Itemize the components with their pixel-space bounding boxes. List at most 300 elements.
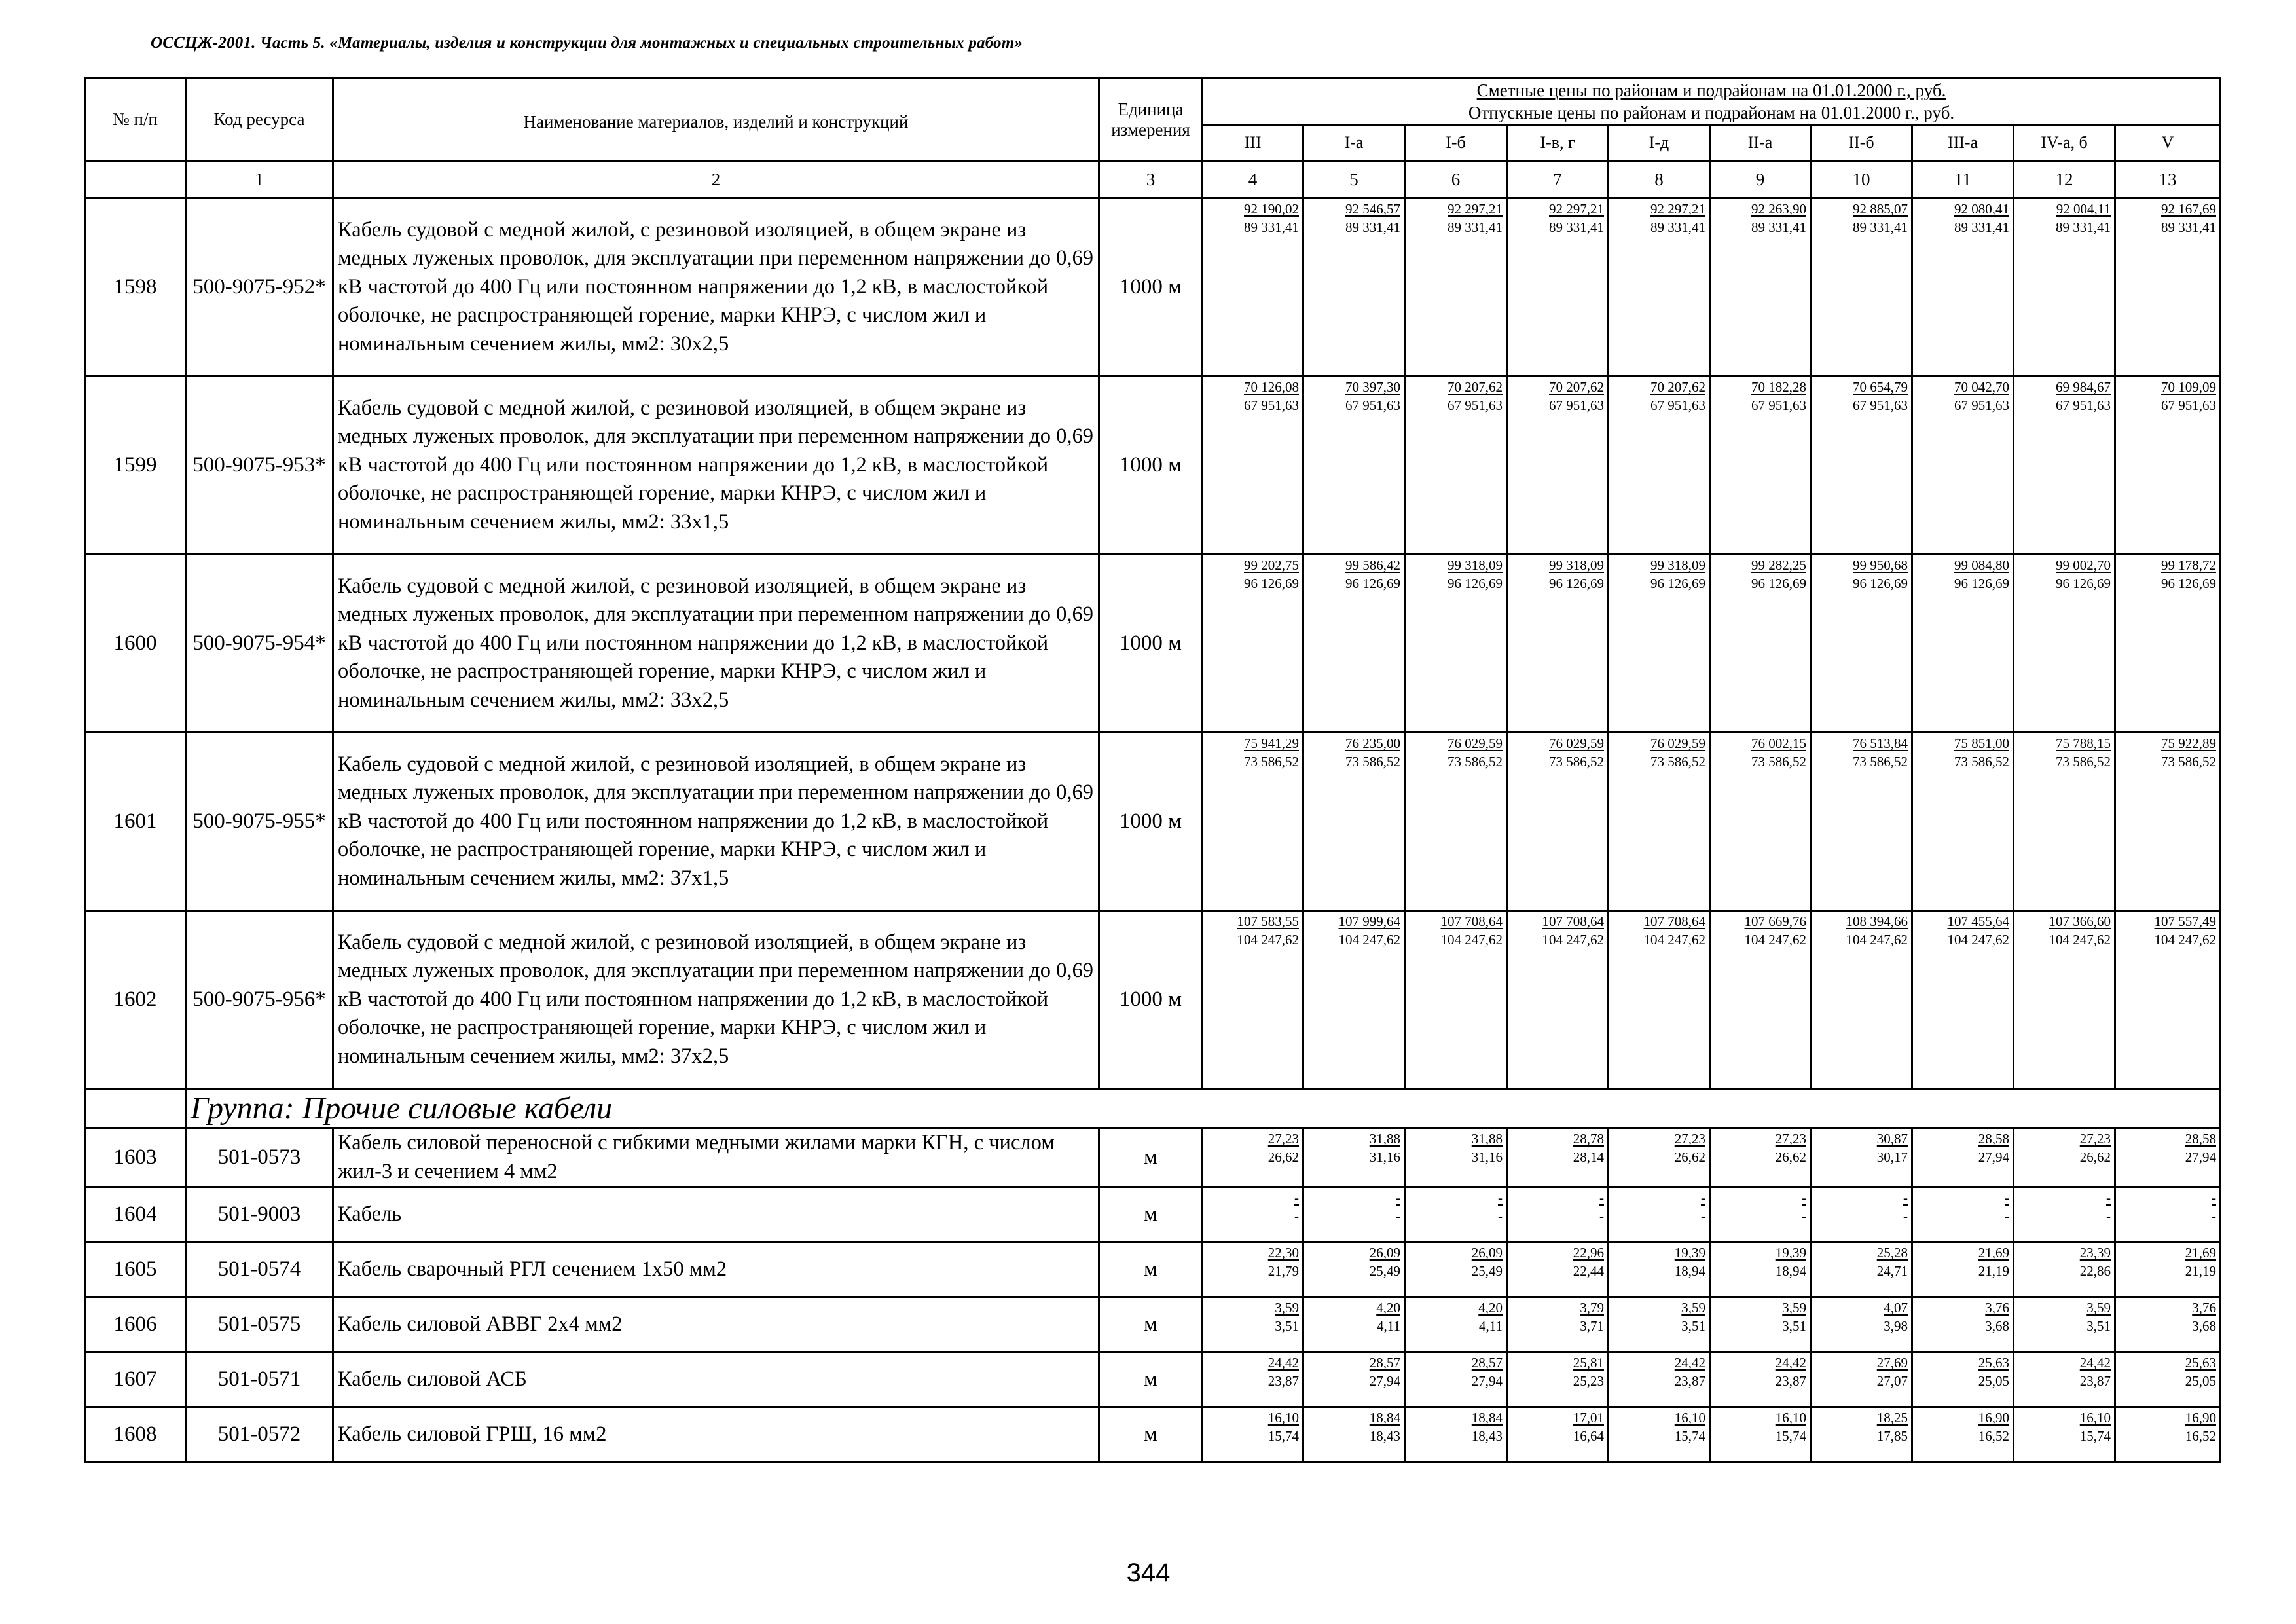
resource-code: 500-9075-954* xyxy=(186,555,333,733)
region-header: IV-а, б xyxy=(2014,125,2115,161)
selling-price: 27,94 xyxy=(2185,1149,2216,1165)
selling-price: 96 126,69 xyxy=(1244,576,1299,591)
estimate-price: 107 583,55 xyxy=(1237,913,1299,929)
price-cell xyxy=(2115,555,2221,733)
price-cell xyxy=(1405,555,1507,733)
estimate-price: 75 851,00 xyxy=(1954,735,2009,751)
row-number: 1603 xyxy=(85,1128,186,1187)
selling-price: 28,14 xyxy=(1573,1149,1604,1165)
price-cell xyxy=(1609,1187,1710,1242)
price-cell xyxy=(1507,911,1609,1089)
column-number: 11 xyxy=(1912,161,2014,198)
page-number: 344 xyxy=(1126,1559,1171,1587)
price-cell xyxy=(1203,377,1303,555)
estimate-price: 3,59 xyxy=(1782,1300,1806,1316)
resource-code: 500-9075-952* xyxy=(186,198,333,377)
selling-price: 96 126,69 xyxy=(2161,576,2216,591)
selling-price: 96 126,69 xyxy=(1954,576,2009,591)
price-cell xyxy=(1203,1187,1303,1242)
column-number: 4 xyxy=(1203,161,1303,198)
estimate-price: 16,10 xyxy=(2079,1410,2111,1426)
selling-price: 26,62 xyxy=(1267,1149,1299,1165)
price-cell xyxy=(1405,377,1507,555)
estimate-price: 92 167,69 xyxy=(2161,201,2216,217)
price-cell xyxy=(1912,1242,2014,1297)
estimate-price: 70 397,30 xyxy=(1345,379,1400,395)
price-cell xyxy=(1303,1242,1405,1297)
selling-price: 89 331,41 xyxy=(1954,219,2009,235)
estimate-price: 27,23 xyxy=(1775,1131,1806,1147)
price-cell xyxy=(2014,1407,2115,1462)
selling-price: 16,52 xyxy=(2185,1428,2216,1445)
selling-price: 18,94 xyxy=(1674,1263,1705,1280)
column-number: 6 xyxy=(1405,161,1507,198)
selling-price: 96 126,69 xyxy=(1549,576,1604,591)
estimate-price: 24,42 xyxy=(2079,1355,2111,1371)
price-cell xyxy=(1811,733,1912,911)
selling-price: 3,51 xyxy=(1681,1318,1705,1335)
selling-price: 67 951,63 xyxy=(2056,397,2111,413)
price-cell xyxy=(1912,198,2014,377)
selling-price: 21,19 xyxy=(1978,1263,2009,1280)
estimate-price: 70 126,08 xyxy=(1244,379,1299,395)
price-cell xyxy=(1912,1128,2014,1187)
estimate-price: 75 941,29 xyxy=(1244,735,1299,751)
price-cell xyxy=(1303,733,1405,911)
selling-price: 96 126,69 xyxy=(1448,576,1503,591)
price-cell xyxy=(2014,733,2115,911)
measure-unit: м xyxy=(1099,1187,1203,1242)
selling-price: 27,94 xyxy=(1978,1149,2009,1165)
price-cell xyxy=(1203,555,1303,733)
estimate-price: 26,09 xyxy=(1471,1245,1503,1261)
estimate-price: 4,20 xyxy=(1478,1300,1503,1316)
selling-price: 26,62 xyxy=(1775,1149,1806,1165)
column-number: 13 xyxy=(2115,161,2221,198)
estimate-price: 99 282,25 xyxy=(1751,557,1806,573)
price-cell xyxy=(2014,911,2115,1089)
price-cell xyxy=(1303,1297,1405,1352)
estimate-price: 92 885,07 xyxy=(1853,201,1908,217)
estimate-price: 3,76 xyxy=(2192,1300,2216,1316)
region-header: I-а xyxy=(1303,125,1405,161)
price-cell xyxy=(1811,377,1912,555)
selling-price: 73 586,52 xyxy=(1751,754,1806,769)
estimate-price: 27,23 xyxy=(2079,1131,2111,1147)
price-cell xyxy=(2115,1242,2221,1297)
column-number: 7 xyxy=(1507,161,1609,198)
selling-price: 104 247,62 xyxy=(1542,932,1604,948)
selling-price: 15,74 xyxy=(2079,1428,2111,1445)
estimate-price: 16,10 xyxy=(1775,1410,1806,1426)
estimate-price: 75 788,15 xyxy=(2056,735,2111,751)
selling-price: 73 586,52 xyxy=(1448,754,1503,769)
selling-price: 73 586,52 xyxy=(1954,754,2009,769)
col-header-unit: Единица измерения xyxy=(1099,79,1203,161)
selling-price: 67 951,63 xyxy=(2161,397,2216,413)
selling-price: 96 126,69 xyxy=(2056,576,2111,591)
estimate-price: - xyxy=(2005,1190,2009,1206)
column-number: 3 xyxy=(1099,161,1203,198)
price-cell xyxy=(2115,1187,2221,1242)
selling-price: 3,51 xyxy=(2086,1318,2111,1335)
estimate-price: 70 207,62 xyxy=(1448,379,1503,395)
estimate-price: 17,01 xyxy=(1573,1410,1604,1426)
estimate-price: 27,69 xyxy=(1876,1355,1908,1371)
selling-price: 67 951,63 xyxy=(1751,397,1806,413)
price-cell xyxy=(1507,1352,1609,1407)
price-cell xyxy=(1303,1352,1405,1407)
col-header-num: № п/п xyxy=(85,79,186,161)
measure-unit: м xyxy=(1099,1128,1203,1187)
price-cell xyxy=(1203,1297,1303,1352)
price-cell xyxy=(1303,198,1405,377)
estimate-price: 107 708,64 xyxy=(1440,913,1503,929)
material-name: Кабель xyxy=(333,1187,1099,1242)
estimate-price: 70 207,62 xyxy=(1549,379,1604,395)
material-name: Кабель судовой с медной жилой, с резиновой изоляцией, в общем экране из медных луженых проволок, для эксплуатации при переменном напряжении до 0,69 кВ частотой до 400 Гц или постоянном напряжении до 1,2 кВ, в маслостойкой оболочке, не распространяющей горение, марки КНРЭ, с числом жил и номинальным сечением жилы, мм2: 37х2,5 xyxy=(333,911,1099,1089)
estimate-price: 22,96 xyxy=(1573,1245,1604,1261)
estimate-price: 31,88 xyxy=(1471,1131,1503,1147)
selling-price: 4,11 xyxy=(1377,1318,1400,1335)
price-cell xyxy=(2115,1297,2221,1352)
estimate-price: 30,87 xyxy=(1876,1131,1908,1147)
price-cell xyxy=(1203,1352,1303,1407)
selling-price: 89 331,41 xyxy=(1751,219,1806,235)
row-number: 1601 xyxy=(85,733,186,911)
region-header: III xyxy=(1203,125,1303,161)
price-cell xyxy=(1303,1128,1405,1187)
estimate-price: 92 080,41 xyxy=(1954,201,2009,217)
estimate-price: 99 178,72 xyxy=(2161,557,2216,573)
estimate-price: 107 708,64 xyxy=(1643,913,1705,929)
price-cell xyxy=(2115,1407,2221,1462)
price-cell xyxy=(1609,1407,1710,1462)
selling-price: 31,16 xyxy=(1369,1149,1400,1165)
price-cell xyxy=(1912,555,2014,733)
price-cell xyxy=(1405,198,1507,377)
selling-price: 15,74 xyxy=(1775,1428,1806,1445)
col-header-selling-prices: Отпускные цены по районам и подрайонам на 01.01.2000 г., руб. xyxy=(1468,103,1955,122)
estimate-price: - xyxy=(1903,1190,1908,1206)
selling-price: 73 586,52 xyxy=(1345,754,1400,769)
price-cell xyxy=(1609,733,1710,911)
price-cell xyxy=(1710,1242,1811,1297)
price-cell xyxy=(1710,1187,1811,1242)
price-cell xyxy=(1405,1187,1507,1242)
group-row-spacer-num xyxy=(85,1089,186,1128)
resource-code: 501-0575 xyxy=(186,1297,333,1352)
region-header: III-а xyxy=(1912,125,2014,161)
estimate-price: - xyxy=(1701,1190,1705,1206)
price-cell xyxy=(1912,377,2014,555)
price-cell xyxy=(2014,1297,2115,1352)
price-cell xyxy=(1609,377,1710,555)
column-number: 5 xyxy=(1303,161,1405,198)
estimate-price: 76 029,59 xyxy=(1650,735,1705,751)
estimate-price: 18,84 xyxy=(1369,1410,1400,1426)
estimate-price: 108 394,66 xyxy=(1846,913,1908,929)
estimate-price: 25,28 xyxy=(1876,1245,1908,1261)
price-cell xyxy=(1609,1297,1710,1352)
price-cell xyxy=(1811,1128,1912,1187)
estimate-price: 28,58 xyxy=(2185,1131,2216,1147)
estimate-price: - xyxy=(2212,1190,2216,1206)
price-cell xyxy=(1507,1297,1609,1352)
column-number-blank xyxy=(85,161,186,198)
selling-price: 21,79 xyxy=(1267,1263,1299,1280)
material-name: Кабель силовой переносной с гибкими медными жилами марки КГН, с числом жил-3 и сечением 4 мм2 xyxy=(333,1128,1099,1187)
selling-price: 104 247,62 xyxy=(2154,932,2216,948)
estimate-price: 24,42 xyxy=(1674,1355,1705,1371)
estimate-price: 70 182,28 xyxy=(1751,379,1806,395)
price-cell xyxy=(1912,911,2014,1089)
selling-price: 67 951,63 xyxy=(1549,397,1604,413)
selling-price: 89 331,41 xyxy=(1853,219,1908,235)
estimate-price: 28,57 xyxy=(1369,1355,1400,1371)
resource-code: 501-0572 xyxy=(186,1407,333,1462)
selling-price: 16,64 xyxy=(1573,1428,1604,1445)
estimate-price: 27,23 xyxy=(1674,1131,1705,1147)
selling-price: 67 951,63 xyxy=(1954,397,2009,413)
estimate-price: 107 455,64 xyxy=(1947,913,2009,929)
estimate-price: 99 950,68 xyxy=(1853,557,1908,573)
selling-price: 16,52 xyxy=(1978,1428,2009,1445)
estimate-price: 70 654,79 xyxy=(1853,379,1908,395)
estimate-price: 18,84 xyxy=(1471,1410,1503,1426)
column-number: 12 xyxy=(2014,161,2115,198)
material-name: Кабель судовой с медной жилой, с резиновой изоляцией, в общем экране из медных луженых проволок, для эксплуатации при переменном напряжении до 0,69 кВ частотой до 400 Гц или постоянном напряжении до 1,2 кВ, в маслостойкой оболочке, не распространяющей горение, марки КНРЭ, с числом жил и номинальным сечением жилы, мм2: 37х1,5 xyxy=(333,733,1099,911)
estimate-price: 25,63 xyxy=(2185,1355,2216,1371)
measure-unit: м xyxy=(1099,1297,1203,1352)
row-number: 1606 xyxy=(85,1297,186,1352)
price-cell xyxy=(1203,1128,1303,1187)
price-cell xyxy=(2115,198,2221,377)
price-cell xyxy=(2014,1242,2115,1297)
estimate-price: 76 029,59 xyxy=(1448,735,1503,751)
estimate-price: 4,20 xyxy=(1376,1300,1400,1316)
table-row xyxy=(85,1128,2221,1187)
selling-price: - xyxy=(1599,1208,1604,1225)
resource-code: 500-9075-955* xyxy=(186,733,333,911)
estimate-price: 24,42 xyxy=(1267,1355,1299,1371)
selling-price: 25,49 xyxy=(1369,1263,1400,1280)
price-cell xyxy=(1609,198,1710,377)
resource-code: 501-9003 xyxy=(186,1187,333,1242)
selling-price: - xyxy=(2106,1208,2111,1225)
price-cell xyxy=(1303,1407,1405,1462)
selling-price: 3,51 xyxy=(1275,1318,1299,1335)
column-number: 10 xyxy=(1811,161,1912,198)
row-number: 1600 xyxy=(85,555,186,733)
selling-price: - xyxy=(1498,1208,1503,1225)
selling-price: 24,71 xyxy=(1876,1263,1908,1280)
column-number: 2 xyxy=(333,161,1099,198)
selling-price: 73 586,52 xyxy=(2161,754,2216,769)
estimate-price: 21,69 xyxy=(2185,1245,2216,1261)
selling-price: 67 951,63 xyxy=(1853,397,1908,413)
selling-price: 104 247,62 xyxy=(1846,932,1908,948)
price-cell xyxy=(1710,377,1811,555)
price-cell xyxy=(2115,1128,2221,1187)
estimate-price: 16,90 xyxy=(2185,1410,2216,1426)
selling-price: 25,23 xyxy=(1573,1373,1604,1390)
price-cell xyxy=(1609,911,1710,1089)
estimate-price: 19,39 xyxy=(1674,1245,1705,1261)
row-number: 1605 xyxy=(85,1242,186,1297)
selling-price: 89 331,41 xyxy=(1448,219,1503,235)
table-row xyxy=(85,377,2221,555)
selling-price: 67 951,63 xyxy=(1244,397,1299,413)
material-name: Кабель судовой с медной жилой, с резиновой изоляцией, в общем экране из медных луженых проволок, для эксплуатации при переменном напряжении до 0,69 кВ частотой до 400 Гц или постоянном напряжении до 1,2 кВ, в маслостойкой оболочке, не распространяющей горение, марки КНРЭ, с числом жил и номинальным сечением жилы, мм2: 30х2,5 xyxy=(333,198,1099,377)
table-row xyxy=(85,1242,2221,1297)
region-header: II-а xyxy=(1710,125,1811,161)
price-cell xyxy=(2014,1352,2115,1407)
estimate-price: 23,39 xyxy=(2079,1245,2111,1261)
price-cell xyxy=(1710,1128,1811,1187)
col-header-estimate-prices: Сметные цены по районам и подрайонам на 01.01.2000 г., руб. xyxy=(1476,81,1946,100)
estimate-price: 19,39 xyxy=(1775,1245,1806,1261)
region-header: I-в, г xyxy=(1507,125,1609,161)
selling-price: - xyxy=(1802,1208,1806,1225)
price-cell xyxy=(1303,377,1405,555)
selling-price: 104 247,62 xyxy=(1744,932,1806,948)
selling-price: 22,86 xyxy=(2079,1263,2111,1280)
region-header: I-б xyxy=(1405,125,1507,161)
price-cell xyxy=(1203,1407,1303,1462)
selling-price: 89 331,41 xyxy=(1345,219,1400,235)
price-table xyxy=(84,77,2221,1463)
measure-unit: м xyxy=(1099,1242,1203,1297)
price-cell xyxy=(1912,1352,2014,1407)
selling-price: 27,94 xyxy=(1369,1373,1400,1390)
estimate-price: 76 513,84 xyxy=(1853,735,1908,751)
selling-price: 4,11 xyxy=(1479,1318,1503,1335)
material-name: Кабель судовой с медной жилой, с резиновой изоляцией, в общем экране из медных луженых проволок, для эксплуатации при переменном напряжении до 0,69 кВ частотой до 400 Гц или постоянном напряжении до 1,2 кВ, в маслостойкой оболочке, не распространяющей горение, марки КНРЭ, с числом жил и номинальным сечением жилы, мм2: 33х1,5 xyxy=(333,377,1099,555)
estimate-price: 25,63 xyxy=(1978,1355,2009,1371)
estimate-price: 76 002,15 xyxy=(1751,735,1806,751)
material-name: Кабель судовой с медной жилой, с резиновой изоляцией, в общем экране из медных луженых проволок, для эксплуатации при переменном напряжении до 0,69 кВ частотой до 400 Гц или постоянном напряжении до 1,2 кВ, в маслостойкой оболочке, не распространяющей горение, марки КНРЭ, с числом жил и номинальным сечением жилы, мм2: 33х2,5 xyxy=(333,555,1099,733)
selling-price: 25,05 xyxy=(2185,1373,2216,1390)
region-header: I-д xyxy=(1609,125,1710,161)
price-cell xyxy=(2014,1128,2115,1187)
estimate-price: 76 029,59 xyxy=(1549,735,1604,751)
selling-price: 104 247,62 xyxy=(2049,932,2111,948)
material-name: Кабель силовой АВВГ 2х4 мм2 xyxy=(333,1297,1099,1352)
estimate-price: 21,69 xyxy=(1978,1245,2009,1261)
selling-price: 73 586,52 xyxy=(1650,754,1705,769)
estimate-price: - xyxy=(1294,1190,1299,1206)
estimate-price: 92 263,90 xyxy=(1751,201,1806,217)
price-cell xyxy=(1710,1407,1811,1462)
estimate-price: 99 002,70 xyxy=(2056,557,2111,573)
estimate-price: 3,59 xyxy=(1275,1300,1299,1316)
price-cell xyxy=(2115,733,2221,911)
region-header: V xyxy=(2115,125,2221,161)
estimate-price: 25,81 xyxy=(1573,1355,1604,1371)
price-cell xyxy=(1303,1187,1405,1242)
selling-price: 23,87 xyxy=(1674,1373,1705,1390)
estimate-price: 99 318,09 xyxy=(1650,557,1705,573)
estimate-price: 107 708,64 xyxy=(1542,913,1604,929)
measure-unit: 1000 м xyxy=(1099,733,1203,911)
price-cell xyxy=(1507,1407,1609,1462)
estimate-price: 99 084,80 xyxy=(1954,557,2009,573)
estimate-price: 27,23 xyxy=(1267,1131,1299,1147)
measure-unit: 1000 м xyxy=(1099,377,1203,555)
price-cell xyxy=(1710,733,1811,911)
estimate-price: - xyxy=(1599,1190,1604,1206)
selling-price: 73 586,52 xyxy=(1853,754,1908,769)
measure-unit: м xyxy=(1099,1407,1203,1462)
selling-price: 89 331,41 xyxy=(2161,219,2216,235)
estimate-price: 107 999,64 xyxy=(1338,913,1400,929)
estimate-price: 3,76 xyxy=(1985,1300,2009,1316)
material-name: Кабель сварочный РГЛ сечением 1х50 мм2 xyxy=(333,1242,1099,1297)
price-cell xyxy=(1507,1187,1609,1242)
resource-code: 500-9075-953* xyxy=(186,377,333,555)
row-number: 1602 xyxy=(85,911,186,1089)
selling-price: 21,19 xyxy=(2185,1263,2216,1280)
price-cell xyxy=(1203,1242,1303,1297)
price-cell xyxy=(1405,911,1507,1089)
price-cell xyxy=(1303,911,1405,1089)
measure-unit: м xyxy=(1099,1352,1203,1407)
estimate-price: 16,10 xyxy=(1267,1410,1299,1426)
estimate-price: 16,90 xyxy=(1978,1410,2009,1426)
table-row xyxy=(85,1407,2221,1462)
selling-price: 25,49 xyxy=(1471,1263,1503,1280)
selling-price: 89 331,41 xyxy=(1244,219,1299,235)
selling-price: 18,43 xyxy=(1471,1428,1503,1445)
estimate-price: 76 235,00 xyxy=(1345,735,1400,751)
selling-price: 73 586,52 xyxy=(2056,754,2111,769)
price-cell xyxy=(1405,1128,1507,1187)
price-cell xyxy=(1405,1242,1507,1297)
selling-price: 73 586,52 xyxy=(1549,754,1604,769)
selling-price: 3,51 xyxy=(1782,1318,1806,1335)
selling-price: - xyxy=(1396,1208,1400,1225)
price-cell xyxy=(1405,733,1507,911)
selling-price: - xyxy=(1701,1208,1705,1225)
table-row xyxy=(85,1352,2221,1407)
price-cell xyxy=(2115,1352,2221,1407)
estimate-price: 4,07 xyxy=(1884,1300,1908,1316)
selling-price: 22,44 xyxy=(1573,1263,1604,1280)
price-cell xyxy=(1303,555,1405,733)
resource-code: 501-0574 xyxy=(186,1242,333,1297)
estimate-price: 28,58 xyxy=(1978,1131,2009,1147)
table-row xyxy=(85,198,2221,377)
estimate-price: 70 042,70 xyxy=(1954,379,2009,395)
estimate-price: 26,09 xyxy=(1369,1245,1400,1261)
column-number: 1 xyxy=(186,161,333,198)
selling-price: 96 126,69 xyxy=(1345,576,1400,591)
selling-price: 17,85 xyxy=(1876,1428,1908,1445)
price-cell xyxy=(1710,555,1811,733)
price-cell xyxy=(1811,1297,1912,1352)
price-cell xyxy=(1609,1128,1710,1187)
price-cell xyxy=(1507,1128,1609,1187)
resource-code: 500-9075-956* xyxy=(186,911,333,1089)
measure-unit: 1000 м xyxy=(1099,555,1203,733)
estimate-price: 107 557,49 xyxy=(2154,913,2216,929)
selling-price: 89 331,41 xyxy=(1650,219,1705,235)
resource-code: 501-0573 xyxy=(186,1128,333,1187)
col-header-code: Код ресурса xyxy=(186,79,333,161)
estimate-price: 75 922,89 xyxy=(2161,735,2216,751)
region-header: II-б xyxy=(1811,125,1912,161)
